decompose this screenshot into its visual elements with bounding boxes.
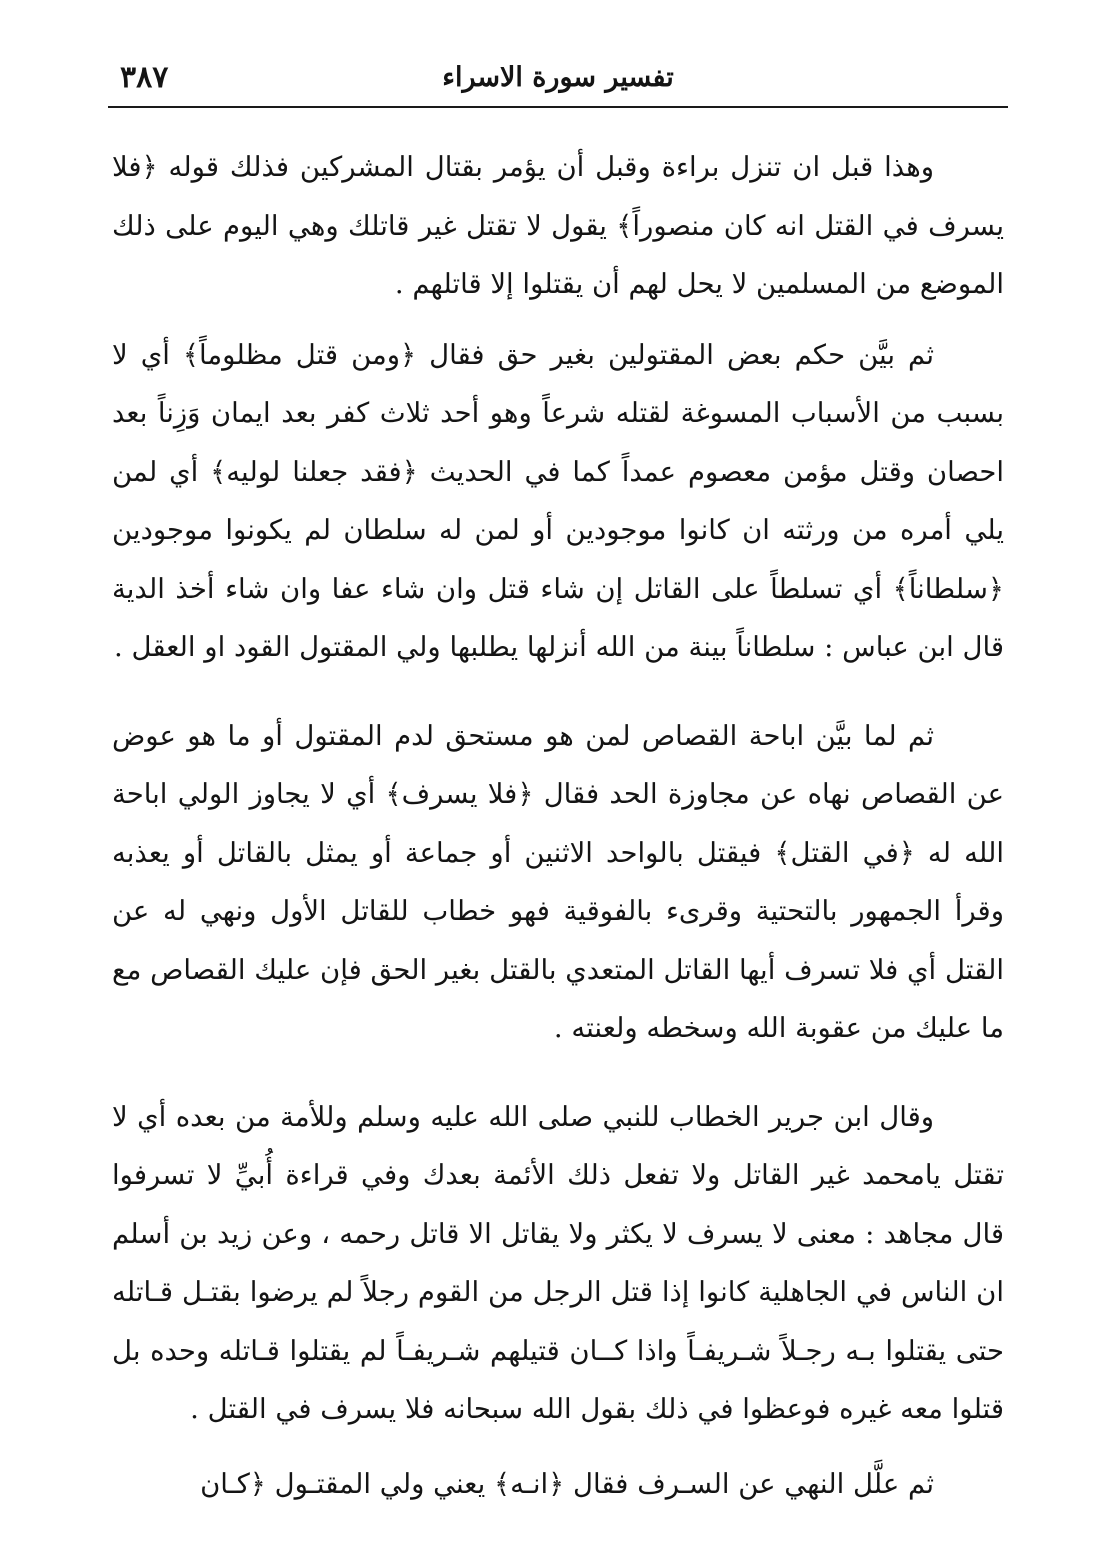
page-body (112, 138, 1004, 1513)
page-header (108, 58, 1008, 98)
running-title: تفسير سورة الاسراء (442, 62, 674, 93)
page-number: ٣٨٧ (120, 60, 169, 95)
paragraph: ثم بيَّن حكم بعض المقتولين بغير حق فقال ﴿ومن قتل مظلوماً﴾ أي لا بسبب من الأسباب المسوغة لقتله شرعاً وهو أحد ثلاث كفر بعد ايمان وَزِناً بعد احصان وقتل مؤمن معصوم عمداً كما في الحديث ﴿فقد جعلنا لوليه﴾ أي لمن يلي أمره من ورثته ان كانوا موجودين أو لمن له سلطان لم يكونوا موجودين ﴿سلطاناً﴾ أي تسلطاً على القاتل إن شاء قتل وان شاء عفا وان شاء أخذ الدية قال ابن عباس : سلطاناً بينة من الله أنزلها يطلبها ولي المقتول القود او العقل . (112, 338, 1004, 663)
paragraph: وقال ابن جرير الخطاب للنبي صلى الله عليه وسلم وللأمة من بعده أي لا تقتل يامحمد غير القاتل ولا تفعل ذلك الأئمة بعدك وفي قراءة أُبيِّ لا تسرفوا قال مجاهد : معنى لا يسرف لا يكثر ولا يقاتل الا قاتل رحمه ، وعن زيد بن أسلم ان الناس في الجاهلية كانوا إذا قتل الرجل من القوم رجلاً لم يرضوا بقتـل قـاتله حتى يقتلوا بـه رجـلاً شـريفـاً واذا كــان قتيلهم شـريفـاً لم يقتلوا قـاتله وحده بل قتلوا معه غيره فوعظوا في ذلك بقول الله سبحانه فلا يسرف في القتل . (112, 1100, 1004, 1425)
paragraph: ثم لما بيَّن اباحة القصاص لمن هو مستحق لدم المقتول أو ما هو عوض عن القصاص نهاه عن مجاوزة الحد فقال ﴿فلا يسرف﴾ أي لا يجاوز الولي اباحة الله له ﴿في القتل﴾ فيقتل بالواحد الاثنين أو جماعة أو يمثل بالقاتل أو يعذبه وقرأ الجمهور بالتحتية وقرىء بالفوقية فهو خطاب للقاتل الأول ونهي له عن القتل أي فلا تسرف أيها القاتل المتعدي بالقتل بغير الحق فإن عليك القصاص مع ما عليك من عقوبة الله وسخطه ولعنته . (112, 719, 1004, 1044)
paragraph: ثم علَّل النهي عن السـرف فقال ﴿انـه﴾ يعني ولي المقتـول ﴿كـان (200, 1467, 934, 1500)
header-rule (108, 106, 1008, 108)
paragraph: وهذا قبل ان تنزل براءة وقبل أن يؤمر بقتال المشركين فذلك قوله ﴿فلا يسرف في القتل انه كان منصوراً﴾ يقول لا تقتل غير قاتلك وهي اليوم على ذلك الموضع من المسلمين لا يحل لهم أن يقتلوا إلا قاتلهم . (112, 151, 1004, 300)
